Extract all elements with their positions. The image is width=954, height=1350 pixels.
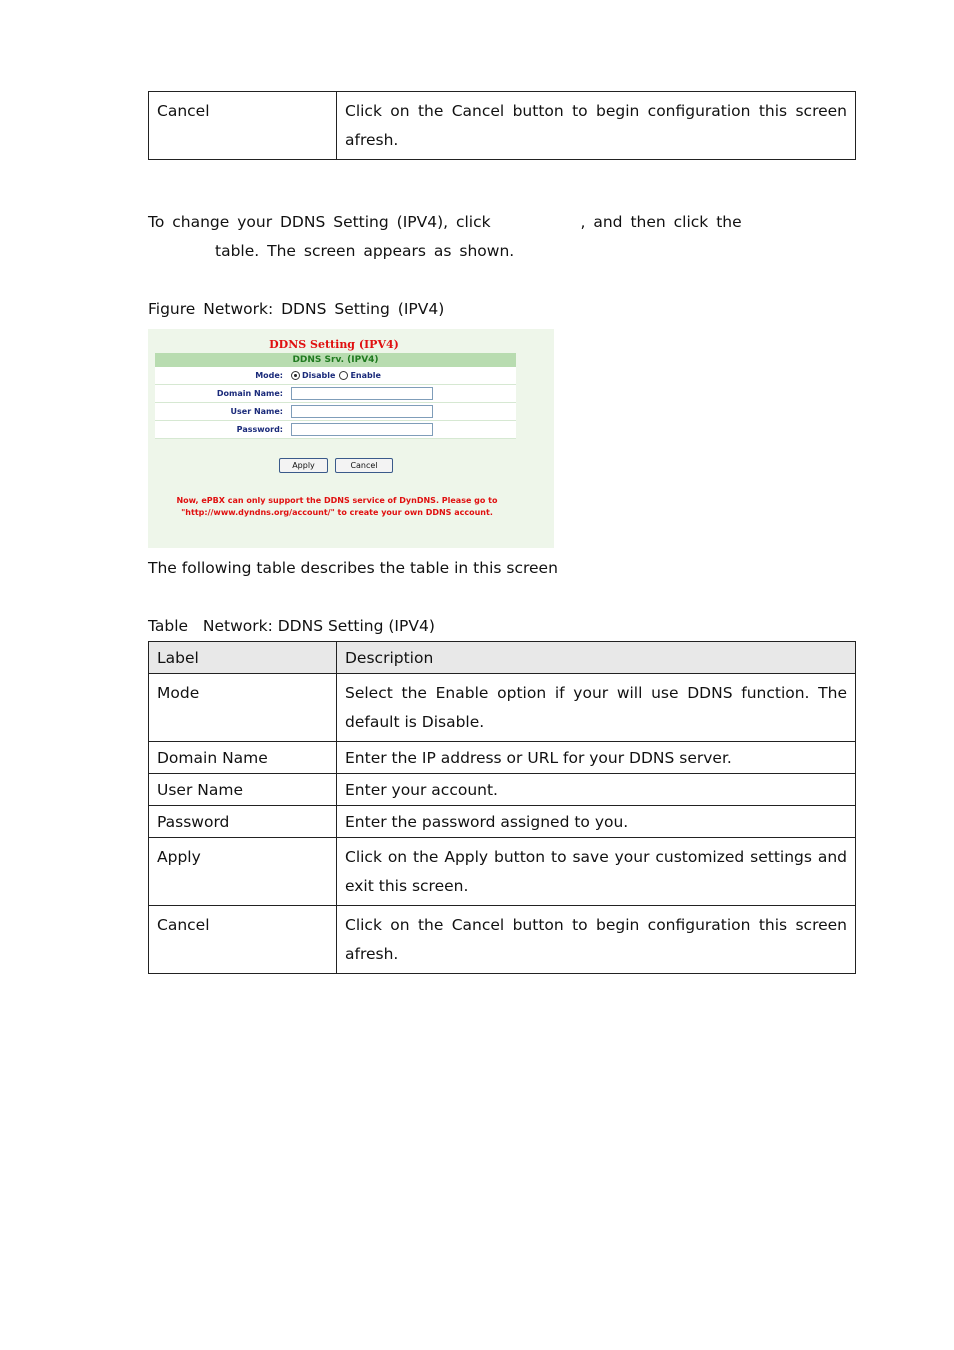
row-label: Mode [149, 674, 337, 742]
password-label: Password: [236, 425, 283, 434]
row-label: Cancel [149, 906, 337, 974]
row-description: Click on the Cancel button to begin configuration this screen afresh. [337, 906, 856, 974]
row-label: Password [149, 806, 337, 838]
row-description: Select the Enable option if your will use DDNS function. The default is Disable. [337, 674, 856, 742]
disable-radio[interactable] [291, 371, 300, 380]
apply-button[interactable]: Apply [279, 458, 328, 473]
top-table [148, 91, 856, 160]
table-row [149, 838, 856, 906]
row-label: Apply [149, 838, 337, 906]
table-row [149, 806, 856, 838]
domain-row [155, 385, 516, 403]
row-label: Domain Name [149, 742, 337, 774]
row-description: Enter the IP address or URL for your DDNS server. [337, 742, 856, 774]
intro-text-b: , and then click the [580, 213, 742, 231]
table-header-row [149, 642, 856, 674]
header-description: Description [337, 642, 856, 674]
description-table [148, 641, 856, 974]
table-row [149, 906, 856, 974]
section-header: DDNS Srv. (IPV4) [155, 353, 516, 367]
following-text: The following table describes the table in this screen [148, 559, 558, 577]
table-row [149, 674, 856, 742]
enable-radio[interactable] [339, 371, 348, 380]
password-input[interactable] [291, 423, 433, 436]
intro-line-1 [148, 208, 848, 237]
row-description: Click on the Apply button to save your customized settings and exit this screen. [337, 838, 856, 906]
figure-caption: Figure Network: DDNS Setting (IPV4) [148, 300, 445, 318]
table-caption: Table Network: DDNS Setting (IPV4) [148, 617, 435, 635]
row-label: User Name [149, 774, 337, 806]
row-description: Click on the Cancel button to begin configuration this screen afresh. [337, 92, 856, 160]
table-row [149, 92, 856, 160]
row-label: Cancel [149, 92, 337, 160]
user-name-input[interactable] [291, 405, 433, 418]
disable-label: Disable [302, 371, 336, 380]
user-label: User Name: [230, 407, 283, 416]
table-row [149, 742, 856, 774]
header-label: Label [149, 642, 337, 674]
mode-label: Mode: [255, 371, 283, 380]
intro-text-a: To change your DDNS Setting (IPV4), click [148, 213, 491, 231]
mode-row [155, 367, 516, 385]
mode-options [291, 371, 516, 380]
ddns-setting-screenshot [148, 329, 554, 548]
settings-panel [155, 353, 516, 439]
figure-title: DDNS Setting (IPV4) [269, 338, 399, 351]
row-description: Enter your account. [337, 774, 856, 806]
domain-name-input[interactable] [291, 387, 433, 400]
enable-label: Enable [350, 371, 381, 380]
table-row [149, 774, 856, 806]
user-row [155, 403, 516, 421]
row-description: Enter the password assigned to you. [337, 806, 856, 838]
password-row [155, 421, 516, 439]
ddns-note: Now, ePBX can only support the DDNS service of DynDNS. Please go to "http://www.dyndns.org/account/" to create your own DDNS account. [176, 496, 498, 517]
intro-line-2: table. The screen appears as shown. [215, 242, 515, 260]
cancel-button[interactable]: Cancel [335, 458, 393, 473]
domain-label: Domain Name: [216, 389, 283, 398]
